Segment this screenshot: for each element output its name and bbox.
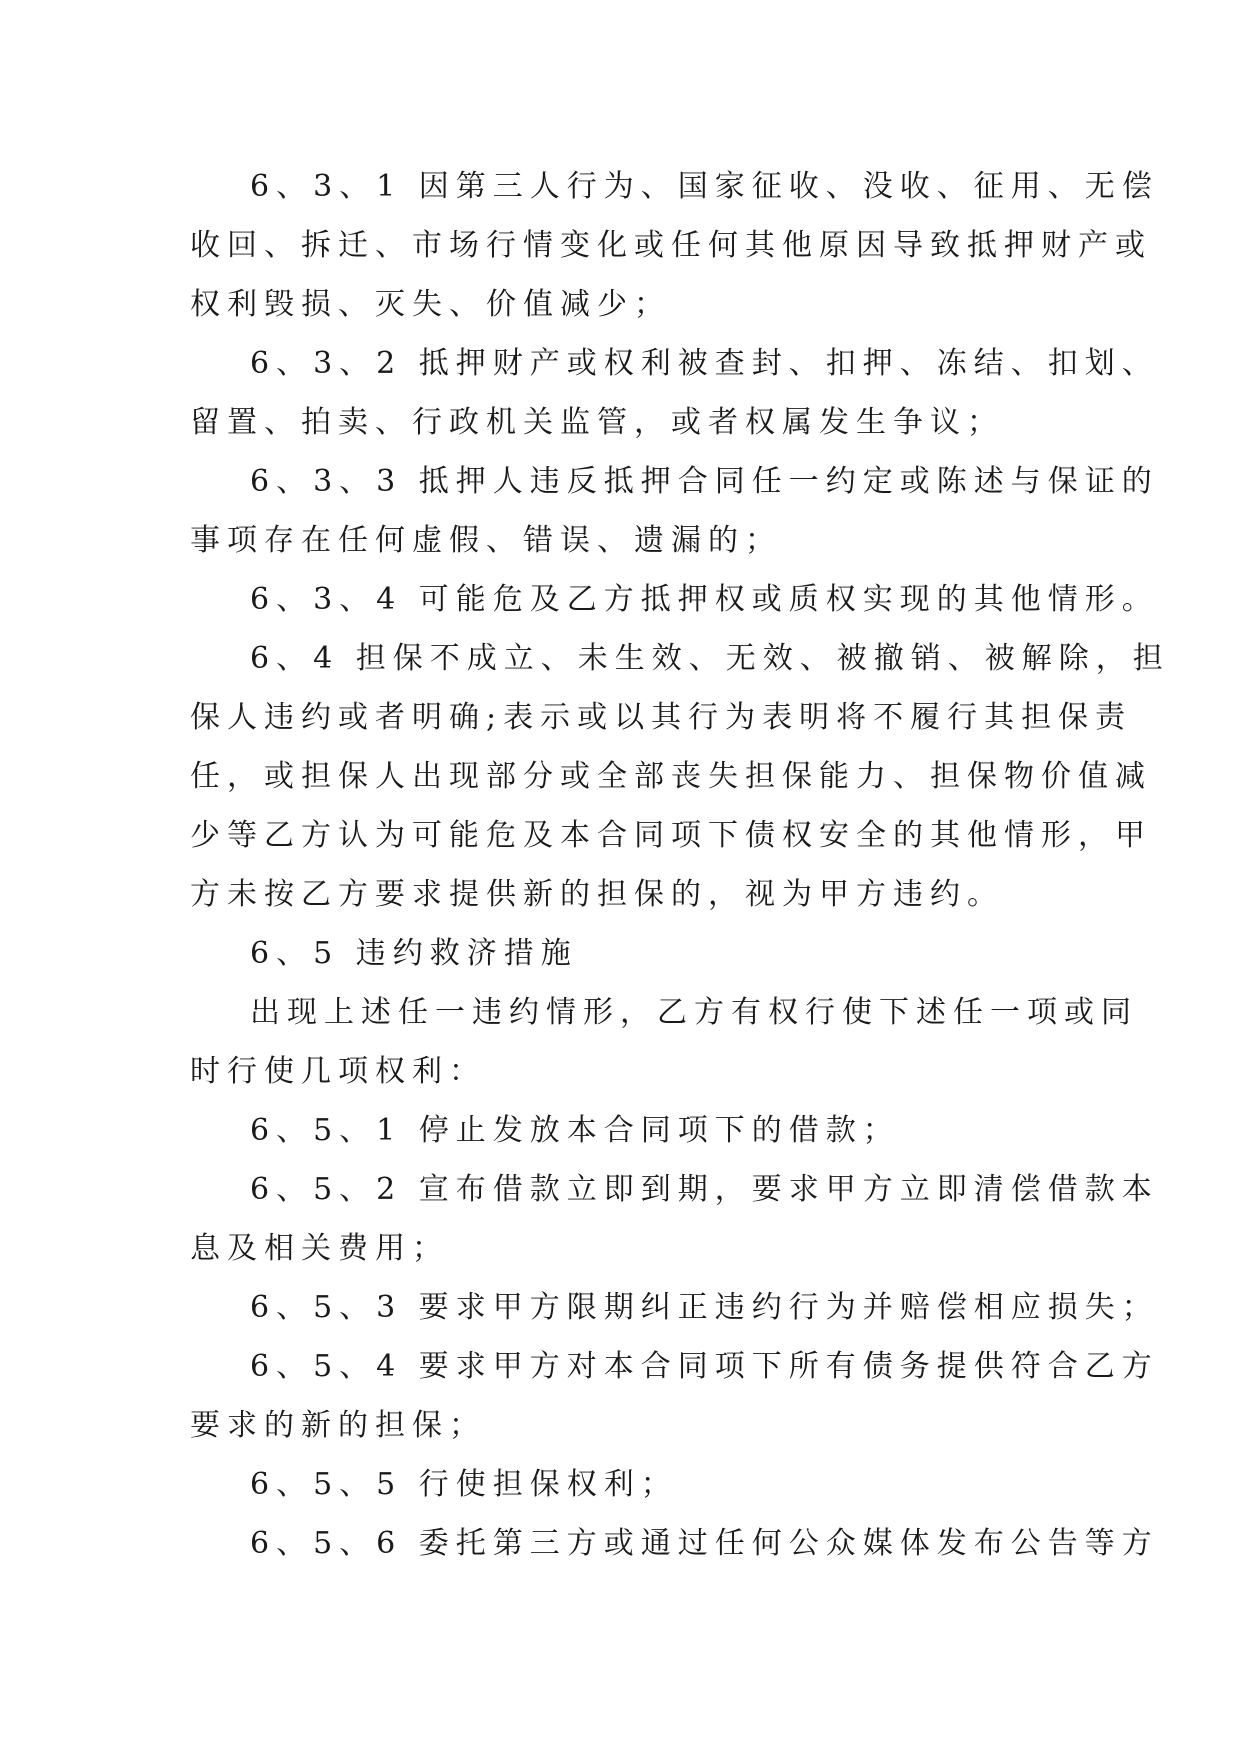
text-line: 6、3、1 因第三人行为、国家征收、没收、征用、无偿 xyxy=(250,169,1159,204)
text-line: 6、5、4 要求甲方对本合同项下所有债务提供符合乙方 xyxy=(250,1349,1159,1384)
text-line: 6、5、6 委托第三方或通过任何公众媒体发布公告等方 xyxy=(250,1526,1159,1561)
text-line: 6、3、3 抵押人违反抵押合同任一约定或陈述与保证的 xyxy=(250,464,1159,499)
text-line: 保人违约或者明确;表示或以其行为表明将不履行其担保责 xyxy=(190,700,1133,735)
text-line: 6、3、2 抵押财产或权利被查封、扣押、冻结、扣划、 xyxy=(250,346,1159,381)
text-line: 6、5、1 停止发放本合同项下的借款； xyxy=(250,1113,900,1148)
text-line: 出现上述任一违约情形，乙方有权行使下述任一项或同 xyxy=(250,995,1138,1030)
text-line: 收回、拆迁、市场行情变化或任何其他原因导致抵押财产或 xyxy=(190,228,1152,263)
text-line: 要求的新的担保； xyxy=(190,1408,486,1443)
text-line: 6、5、5 行使担保权利； xyxy=(250,1467,678,1502)
text-line: 6、4 担保不成立、未生效、无效、被撤销、被解除，担 xyxy=(250,641,1170,676)
text-line: 6、5、3 要求甲方限期纠正违约行为并赔偿相应损失； xyxy=(250,1290,1159,1325)
section-heading: 6、5 违约救济措施 xyxy=(250,936,578,971)
text-line: 事项存在任何虚假、错误、遗漏的； xyxy=(190,523,782,558)
text-line: 时行使几项权利： xyxy=(190,1054,486,1089)
document-body xyxy=(190,157,1170,1573)
text-line: 息及相关费用； xyxy=(190,1231,449,1266)
text-line: 6、3、4 可能危及乙方抵押权或质权实现的其他情形。 xyxy=(250,582,1159,617)
text-line: 留置、拍卖、行政机关监管，或者权属发生争议； xyxy=(190,405,1004,440)
text-line: 方未按乙方要求提供新的担保的，视为甲方违约。 xyxy=(190,877,1004,912)
text-line: 6、5、2 宣布借款立即到期，要求甲方立即清偿借款本 xyxy=(250,1172,1159,1207)
text-line: 权利毁损、灭失、价值减少； xyxy=(190,287,671,322)
text-line: 任，或担保人出现部分或全部丧失担保能力、担保物价值减 xyxy=(190,759,1152,794)
text-line: 少等乙方认为可能危及本合同项下债权安全的其他情形，甲 xyxy=(190,818,1152,853)
